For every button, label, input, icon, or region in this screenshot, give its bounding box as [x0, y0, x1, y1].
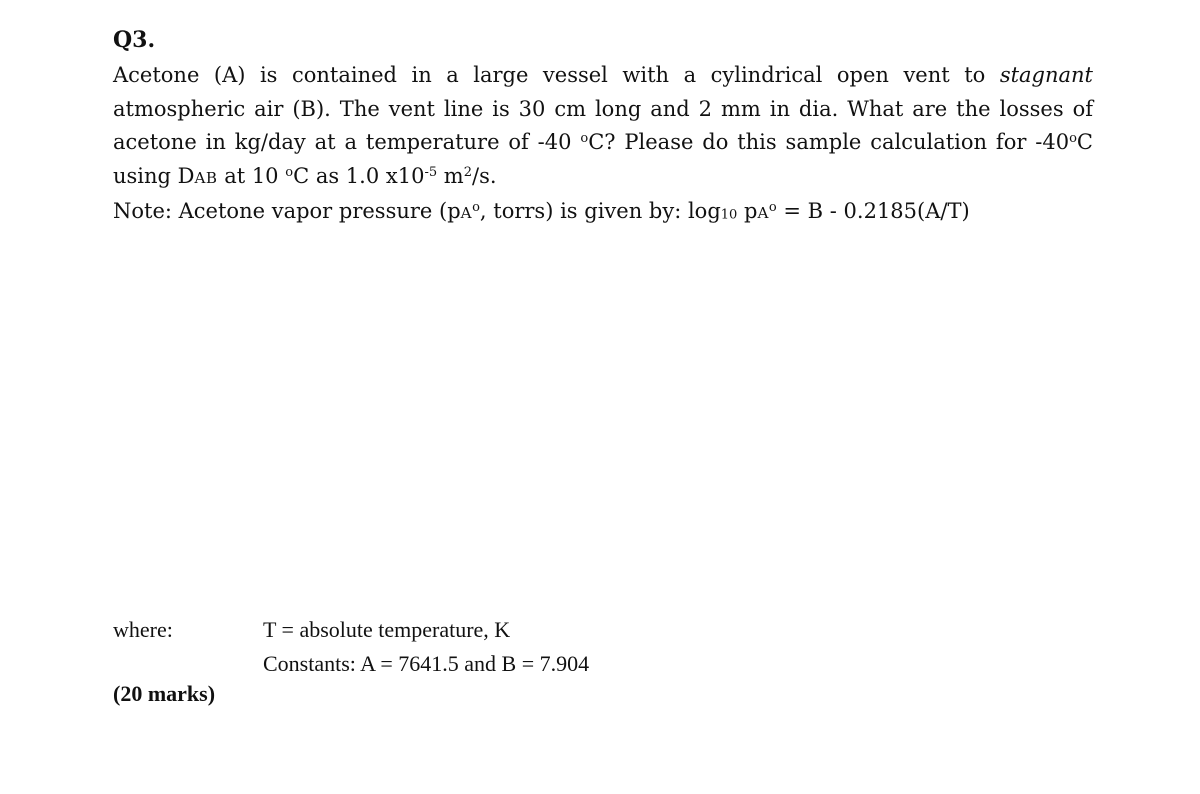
- text-run: Note: Acetone vapor pressure (p: [113, 199, 461, 223]
- degree-sign: o: [285, 164, 294, 180]
- degree-sign: o: [580, 130, 589, 146]
- where-row: [113, 647, 813, 681]
- text-run: atmospheric air (B). The vent line is 30 cm long and 2 mm in dia. What are the losses of acetone in kg/day at a temperature of -40: [113, 96, 1093, 154]
- text-run: C as 1.0 x10: [293, 163, 425, 188]
- superscript: o: [768, 199, 777, 215]
- text-run: /s.: [472, 163, 497, 188]
- where-definition-temperature: T = absolute temperature, K: [263, 617, 511, 642]
- text-run: at 10: [217, 163, 286, 188]
- question-paragraph: [113, 59, 1093, 195]
- exponent: 2: [463, 164, 472, 180]
- degree-sign: o: [1069, 130, 1077, 146]
- exponent: -5: [424, 164, 438, 180]
- note-line: [113, 195, 1093, 231]
- where-block: [113, 613, 813, 681]
- where-row: [113, 613, 813, 647]
- text-run: C using D: [113, 130, 1093, 188]
- text-run: p: [737, 199, 758, 223]
- text-run: m: [437, 163, 464, 188]
- text-run: C? Please do this sample calculation for -40: [588, 130, 1070, 154]
- subscript: A: [757, 204, 769, 222]
- marks-label: (20 marks): [113, 681, 216, 706]
- text-run: Acetone (A) is contained in a large vessel with a cylindrical open vent to: [113, 63, 1000, 87]
- text-run: , torrs) is given by: log: [479, 199, 721, 223]
- text-run: = B - 0.2185(A/T): [776, 199, 970, 223]
- subscript: AB: [194, 168, 218, 187]
- where-definition-constants: Constants: A = 7641.5 and B = 7.904: [263, 651, 590, 676]
- subscript: A: [460, 204, 473, 222]
- question-number: Q3.: [113, 27, 156, 53]
- where-label: where:: [113, 617, 173, 642]
- text-run-italic: stagnant: [999, 63, 1093, 87]
- question-block: [113, 27, 1093, 231]
- superscript: o: [472, 199, 480, 215]
- subscript: 10: [720, 207, 738, 223]
